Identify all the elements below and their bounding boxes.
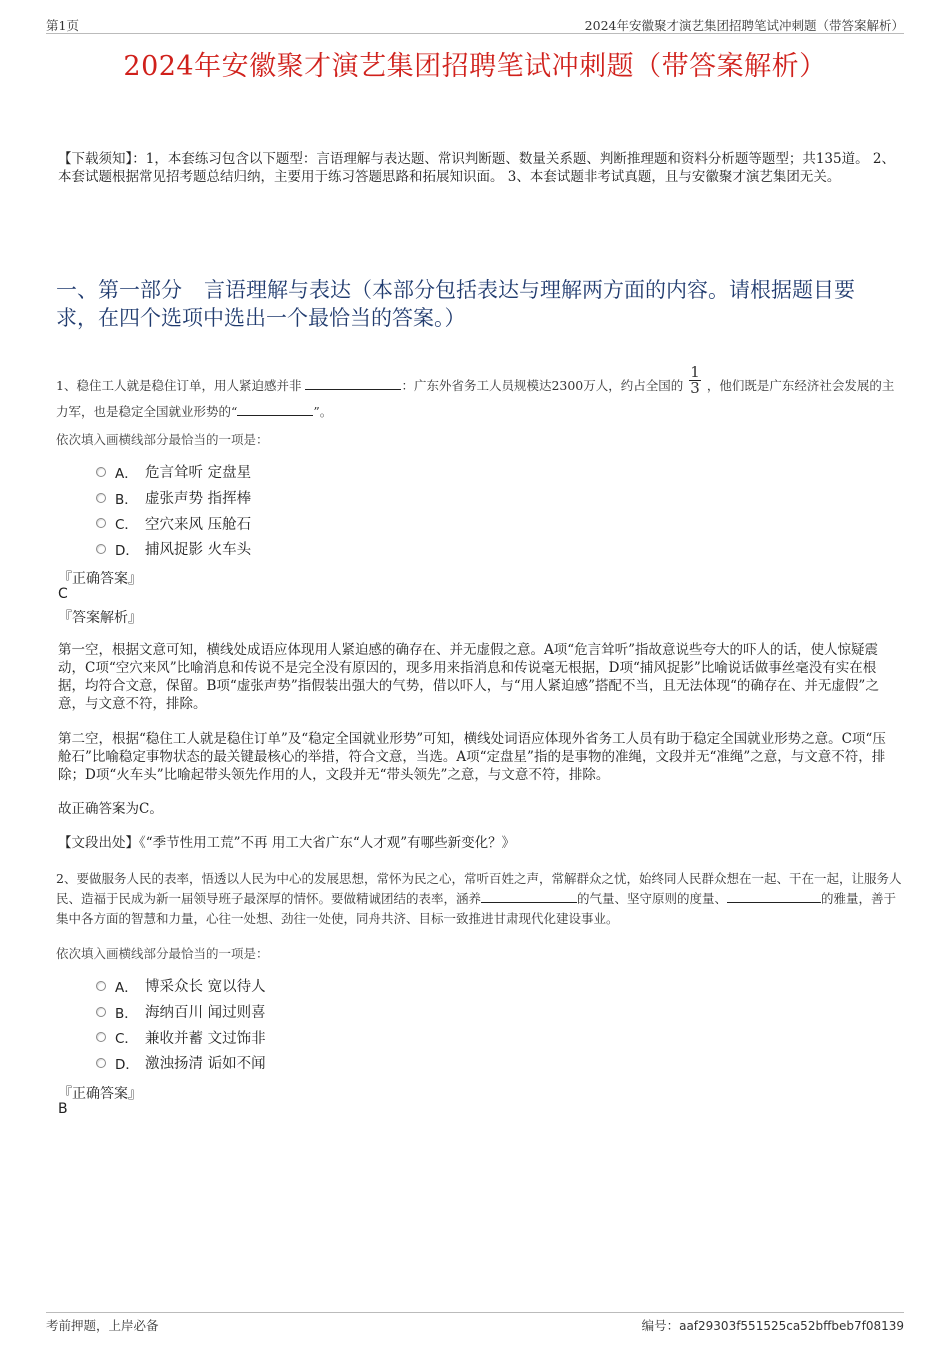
q2-blank-2 [727, 891, 821, 903]
radio-icon[interactable] [96, 467, 106, 477]
page-number: 第1页 [46, 18, 79, 33]
q2-answer: B [58, 1101, 68, 1117]
document-title: 2024年安徽聚才演艺集团招聘笔试冲刺题（带答案解析） [123, 51, 827, 82]
q2-answer-label: 『正确答案』 [58, 1086, 142, 1102]
q2-blank-1 [481, 891, 577, 903]
q2-prompt: 依次填入画横线部分最恰当的一项是： [56, 946, 269, 961]
q2-options [96, 973, 266, 1076]
footer-code-label: 编号： [641, 1318, 680, 1333]
q1-option-a[interactable]: A． 危言耸听 定盘星 [96, 459, 251, 485]
q1-analysis-3: 故正确答案为C。 [58, 801, 163, 817]
q1-fraction [689, 365, 701, 396]
footer-code [642, 1316, 904, 1334]
q1-blank-2 [237, 404, 313, 416]
q1-analysis-label: 『答案解析』 [58, 610, 142, 626]
download-notice: 【下载须知】：1，本套练习包含以下题型：言语理解与表达题、常识判断题、数量关系题、判断推理题和资料分析题等题型；共135道。 2、本套试题根据常见招考题总结归纳，主要用于练习答题思路和拓展知识面。 3、本套试题非考试真题，且与安徽聚才演艺集团无关。 [58, 151, 895, 185]
q1-option-b[interactable]: B． 虚张声势 指挥棒 [96, 485, 251, 511]
radio-icon[interactable] [96, 1032, 106, 1042]
q1-options [96, 459, 251, 562]
q1-blank-1 [305, 378, 401, 390]
section-heading [56, 276, 896, 332]
radio-icon[interactable] [96, 1007, 106, 1017]
q1-fraction-numerator: 1 [690, 363, 700, 381]
q1-answer-label: 『正确答案』 [58, 571, 142, 587]
q1-analysis-1: 第一空，根据文意可知，横线处成语应体现用人紧迫感的确存在、并无虚假之意。A项“危言耸听”指故意说些夸大的吓人的话，使人惊疑震动，C项“空穴来风”比喻消息和传说不是完全没有原因的，现多用来指消息和传说毫无根据，D项“捕风捉影”比喻说话做事丝毫没有实在根据，均符合文意，保留。B项“虚张声势”指假装出强大的气势，借以吓人，与“用人紧迫感”搭配不当，且无法体现“的确存在、并无虚假”之意，与文意不符，排除。 [58, 642, 879, 712]
q1-text-b: ：广东外省务工人员规模达2300万人，约占全国的 [401, 378, 684, 393]
page-footer [46, 1312, 904, 1333]
q1-fraction-denominator: 3 [690, 379, 700, 397]
q2-option-d[interactable]: D． 激浊扬清 诟如不闻 [96, 1050, 266, 1076]
footer-slogan: 考前押题，上岸必备 [46, 1318, 159, 1333]
q1-option-c[interactable]: C． 空穴来风 压舱石 [96, 510, 251, 536]
radio-icon[interactable] [96, 981, 106, 991]
q1-option-d[interactable]: D． 捕风捉影 火车头 [96, 536, 251, 562]
q2-text-a: 2、要做服务人民的表率，悟透以人民为中心的发展思想，常怀为民之心，常听百姓之声，常解群众之忧，始终同人民群众想在一起、干在一起，让服务人民、造福于民成为新一届领导班子最深厚的情怀。要做精诚团结的表率，涵养 [56, 871, 902, 906]
q1-source: 【文段出处】《“季节性用工荒”不再 用工大省广东“人才观”有哪些新变化？》 [58, 835, 516, 851]
page-header [46, 14, 904, 34]
radio-icon[interactable] [96, 518, 106, 528]
q1-text-c: ，他们既是广东经济社会发展的主力军，也是稳定全国就业形势的“ [56, 378, 895, 419]
q1-text-a: 1、稳住工人就是稳住订单，用人紧迫感并非 [56, 378, 302, 393]
radio-icon[interactable] [96, 544, 106, 554]
section-part: 一、第一部分 [56, 278, 182, 302]
q2-text-c: 的雅量，善于集中各方面的智慧和力量，心往一处想、劲往一处使，同舟共济、目标一致推进甘肃现代化建设事业。 [56, 891, 897, 926]
question-2-stem [56, 869, 902, 929]
q2-option-a[interactable]: A． 博采众长 宽以待人 [96, 973, 266, 999]
q1-analysis-2: 第二空，根据“稳住工人就是稳住订单”及“稳定全国就业形势”可知，横线处词语应体现外省务工人员有助于稳定全国就业形势之意。C项“压舱石”比喻稳定事物状态的最关键最核心的举措，符合文意，当选。A项“定盘星”指的是事物的准绳，文段并无“准绳”之意，与文意不符，排除；D项“火车头”比喻起带头领先作用的人，文段并无“带头领先”之意，与文意不符，排除。 [58, 731, 886, 783]
q1-text-d: ”。 [313, 404, 333, 419]
q2-option-b[interactable]: B． 海纳百川 闻过则喜 [96, 999, 266, 1025]
radio-icon[interactable] [96, 493, 106, 503]
section-desc: 言语理解与表达（本部分包括表达与理解两方面的内容。请根据题目要求，在四个选项中选出一个最恰当的答案。） [56, 278, 855, 330]
q2-text-b: 的气量、坚守原则的度量、 [577, 891, 728, 906]
q1-prompt: 依次填入画横线部分最恰当的一项是： [56, 432, 269, 447]
header-doc-title: 2024年安徽聚才演艺集团招聘笔试冲刺题（带答案解析） [584, 18, 904, 33]
radio-icon[interactable] [96, 1058, 106, 1068]
q1-answer: C [58, 586, 68, 602]
q2-option-c[interactable]: C． 兼收并蓄 文过饰非 [96, 1024, 266, 1050]
footer-code-value: aaf29303f551525ca52bffbeb7f08139 [679, 1319, 904, 1333]
question-1-stem [56, 363, 902, 422]
